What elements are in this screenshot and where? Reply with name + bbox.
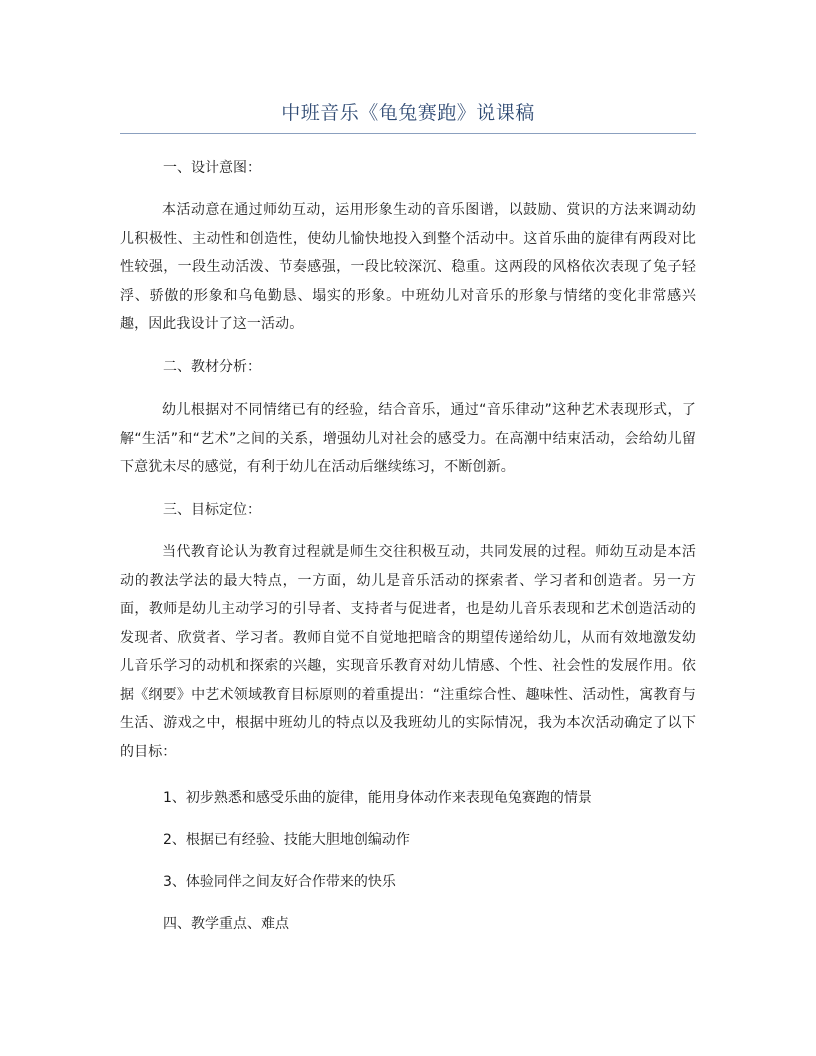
section-heading-key-points: 四、教学重点、难点 [163, 916, 289, 932]
section-heading-material-analysis: 二、教材分析： [163, 359, 261, 375]
section-paragraph-material-analysis: 幼儿根据对不同情绪已有的经验，结合音乐，通过“音乐律动”这种艺术表现形式，了解“生活”和“艺术”之间的关系，增强幼儿对社会的感受力。在高潮中结束活动，会给幼儿留下意犹未尽的感觉，有利于幼儿在活动后继续练习，不断创新。 [120, 402, 696, 475]
section-paragraph-design-intent: 本活动意在通过师幼互动，运用形象生动的音乐图谱，以鼓励、赏识的方法来调动幼儿积极性、主动性和创造性，使幼儿愉快地投入到整个活动中。这首乐曲的旋律有两段对比性较强，一段生动活泼、节奏感强，一段比较深沉、稳重。这两段的风格依次表现了兔子轻浮、骄傲的形象和乌龟勤恳、塌实的形象。中班幼儿对音乐的形象与情绪的变化非常感兴趣，因此我设计了这一活动。 [120, 202, 696, 332]
section-heading-goal-positioning: 三、目标定位： [163, 502, 261, 518]
document-title: 中班音乐《龟兔赛跑》说课稿 [281, 102, 535, 124]
section-heading-design-intent: 一、设计意图： [163, 160, 261, 176]
goal-item-2: 2、根据已有经验、技能大胆地创编动作 [163, 832, 410, 848]
goal-item-1: 1、初步熟悉和感受乐曲的旋律，能用身体动作来表现龟兔赛跑的情景 [163, 790, 592, 806]
title-underline [120, 133, 696, 134]
section-paragraph-goal-positioning: 当代教育论认为教育过程就是师生交往积极互动，共同发展的过程。师幼互动是本活动的教法学法的最大特点，一方面，幼儿是音乐活动的探索者、学习者和创造者。另一方面，教师是幼儿主动学习的引导者、支持者与促进者，也是幼儿音乐表现和艺术创造活动的发现者、欣赏者、学习者。教师自觉不自觉地把暗含的期望传递给幼儿，从而有效地激发幼儿音乐学习的动机和探索的兴趣，实现音乐教育对幼儿情感、个性、社会性的发展作用。依据《纲要》中艺术领域教育目标原则的着重提出：“注重综合性、趣味性、活动性，寓教育与生活、游戏之中，根据中班幼儿的特点以及我班幼儿的实际情况，我为本次活动确定了以下的目标： [120, 544, 696, 760]
goal-item-3: 3、体验同伴之间友好合作带来的快乐 [163, 874, 396, 890]
